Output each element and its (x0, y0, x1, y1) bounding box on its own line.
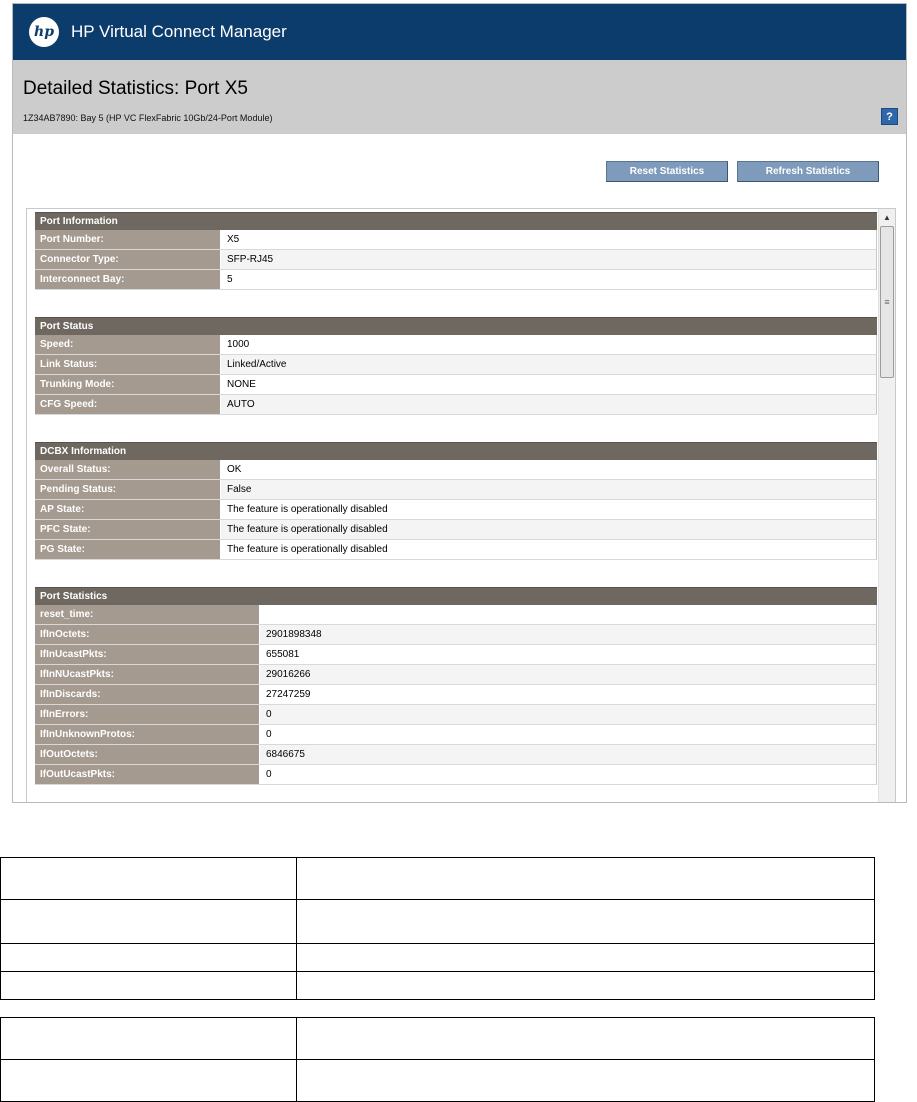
port-information-section (35, 212, 877, 290)
port-status-section (35, 317, 877, 415)
row-value: 655081 (260, 645, 877, 664)
table-row (35, 540, 877, 560)
page-header (13, 60, 906, 134)
table-cell (1, 900, 297, 944)
hp-logo-icon: hp (29, 17, 59, 47)
table-row (35, 375, 877, 395)
table-row (35, 230, 877, 250)
vertical-scrollbar[interactable] (878, 209, 895, 803)
table-row (1, 972, 875, 1000)
app-window (12, 3, 907, 803)
help-button[interactable]: ? (881, 108, 898, 125)
table-row (35, 745, 877, 765)
table-cell (297, 972, 875, 1000)
row-label: Link Status: (35, 355, 221, 374)
document-table-2 (0, 1017, 875, 1102)
dcbx-information-section (35, 442, 877, 560)
table-cell (297, 944, 875, 972)
row-label: Port Number: (35, 230, 221, 249)
section-header: DCBX Information (35, 442, 877, 460)
table-row (1, 900, 875, 944)
row-label: Speed: (35, 335, 221, 354)
table-row (35, 335, 877, 355)
row-value: 0 (260, 725, 877, 744)
row-value: 27247259 (260, 685, 877, 704)
table-cell (1, 972, 297, 1000)
scroll-up-arrow-icon[interactable]: ▲ (883, 212, 891, 222)
table-row (1, 944, 875, 972)
section-header: Port Status (35, 317, 877, 335)
statistics-content (35, 212, 877, 803)
table-row (35, 665, 877, 685)
scroll-thumb[interactable]: ≡ (880, 226, 894, 378)
table-row (35, 605, 877, 625)
port-statistics-section (35, 587, 877, 785)
row-value: 2901898348 (260, 625, 877, 644)
table-cell (297, 1060, 875, 1102)
table-row (1, 1060, 875, 1102)
table-row (1, 1018, 875, 1060)
row-label: IfInOctets: (35, 625, 260, 644)
row-label: IfOutUcastPkts: (35, 765, 260, 784)
refresh-statistics-button[interactable]: Refresh Statistics (737, 161, 879, 182)
table-row (35, 520, 877, 540)
page-body (13, 134, 906, 803)
row-label: Trunking Mode: (35, 375, 221, 394)
table-cell (297, 1018, 875, 1060)
row-label: IfInNUcastPkts: (35, 665, 260, 684)
table-row (35, 270, 877, 290)
row-value: 0 (260, 765, 877, 784)
row-value: 5 (221, 270, 877, 289)
row-label: PG State: (35, 540, 221, 559)
row-value: X5 (221, 230, 877, 249)
page-subtitle: 1Z34AB7890: Bay 5 (HP VC FlexFabric 10Gb/24-Port Module) (23, 113, 273, 123)
row-label: reset_time: (35, 605, 260, 624)
table-cell (297, 900, 875, 944)
row-label: CFG Speed: (35, 395, 221, 414)
table-row (35, 250, 877, 270)
table-cell (1, 858, 297, 900)
row-value: The feature is operationally disabled (221, 540, 877, 559)
table-cell (1, 1018, 297, 1060)
reset-statistics-button[interactable]: Reset Statistics (606, 161, 728, 182)
table-row (35, 460, 877, 480)
document-table-1 (0, 857, 875, 1000)
row-value: The feature is operationally disabled (221, 500, 877, 519)
page-title: Detailed Statistics: Port X5 (23, 78, 248, 99)
row-label: Overall Status: (35, 460, 221, 479)
row-label: IfInUcastPkts: (35, 645, 260, 664)
row-value: 29016266 (260, 665, 877, 684)
section-header: Port Statistics (35, 587, 877, 605)
row-label: PFC State: (35, 520, 221, 539)
row-value: 0 (260, 705, 877, 724)
row-value: False (221, 480, 877, 499)
row-label: IfInUnknownProtos: (35, 725, 260, 744)
section-header: Port Information (35, 212, 877, 230)
row-label: Interconnect Bay: (35, 270, 221, 289)
app-header (13, 4, 906, 60)
table-cell (1, 1060, 297, 1102)
row-value: SFP-RJ45 (221, 250, 877, 269)
table-row (35, 625, 877, 645)
table-row (35, 765, 877, 785)
table-row (35, 685, 877, 705)
row-value: 6846675 (260, 745, 877, 764)
row-value: NONE (221, 375, 877, 394)
row-label: Pending Status: (35, 480, 221, 499)
table-row (35, 725, 877, 745)
row-value: The feature is operationally disabled (221, 520, 877, 539)
row-value: 1000 (221, 335, 877, 354)
statistics-scroll-panel[interactable] (26, 208, 896, 803)
row-label: AP State: (35, 500, 221, 519)
table-row (35, 395, 877, 415)
table-row (35, 705, 877, 725)
row-value: AUTO (221, 395, 877, 414)
table-row (35, 645, 877, 665)
table-row (1, 858, 875, 900)
row-value (260, 605, 877, 624)
table-cell (1, 944, 297, 972)
table-row (35, 355, 877, 375)
row-label: IfInDiscards: (35, 685, 260, 704)
table-row (35, 500, 877, 520)
row-label: IfOutOctets: (35, 745, 260, 764)
row-value: OK (221, 460, 877, 479)
table-cell (297, 858, 875, 900)
table-row (35, 480, 877, 500)
row-label: Connector Type: (35, 250, 221, 269)
row-label: IfInErrors: (35, 705, 260, 724)
app-title: HP Virtual Connect Manager (71, 22, 287, 41)
row-value: Linked/Active (221, 355, 877, 374)
